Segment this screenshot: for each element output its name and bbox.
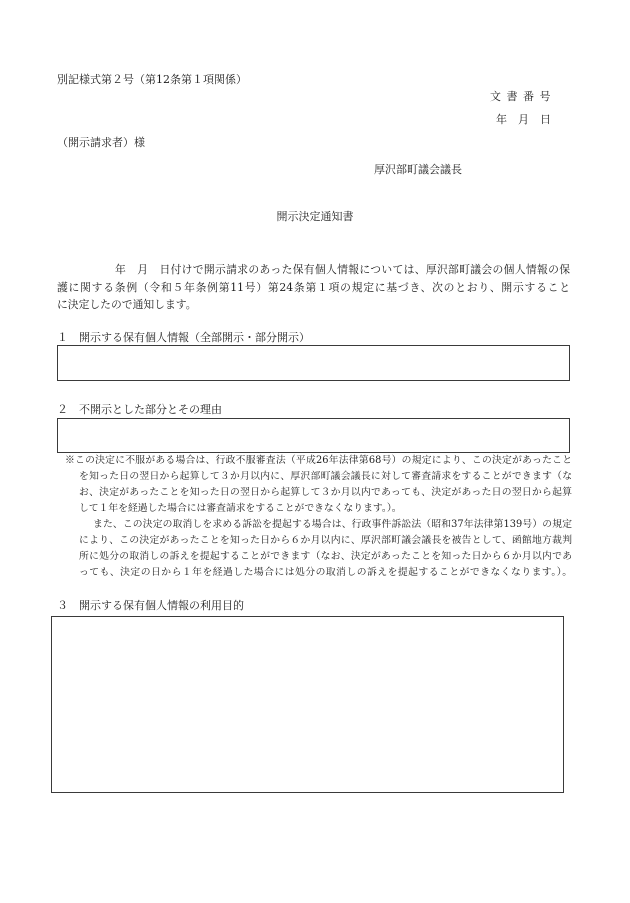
form-reference: 別記様式第２号（第12条第１項関係） (57, 73, 247, 86)
notice-line: お、決定があったことを知った日の翌日から起算して３か月以内であっても、決定があった日の翌日から起算 (79, 487, 572, 498)
notice-line: また、この決定の取消しを求める訴訟を提起する場合は、行政事件訴訟法（昭和37年法律第139号）の規定 (93, 519, 572, 530)
date-label: 年 月 日 (496, 113, 551, 126)
notice-line: を知った日の翌日から起算して３か月以内に、厚沢部町議会議長に対して審査請求をすることができます（な (79, 471, 572, 482)
section-heading: 開示する保有個人情報の利用目的 (79, 599, 244, 612)
body-line: 年 月 日付けで開示請求のあった保有個人情報については、厚沢部町議会の個人情報の保 (115, 263, 570, 276)
section-number: ３ (57, 599, 68, 612)
notice-line: ※この決定に不服がある場合は、行政不服審査法（平成26年法律第68号）の規定により、この決定があったこと (65, 455, 572, 466)
body-line: に決定したので通知します。 (57, 298, 197, 311)
usage-purpose-box (51, 616, 564, 793)
disclosed-info-box (57, 345, 570, 381)
recipient: （開示請求者）様 (57, 136, 145, 149)
document-title: 開示決定通知書 (276, 210, 354, 223)
sender: 厚沢部町議会議長 (374, 163, 462, 176)
notice-line: っても、決定の日から１年を経過した場合には処分の取消しの訴えを提起することができなくなります。）。 (79, 567, 572, 578)
notice-line: して１年を経過した場合には審査請求をすることができなくなります。）。 (79, 503, 402, 514)
undisclosed-reason-box (57, 418, 570, 453)
section-number: ２ (57, 403, 68, 416)
notice-line: により、この決定があったことを知った日から６か月以内に、厚沢部町議会議長を被告として、函館地方裁判 (79, 535, 572, 546)
document-number-label: 文 書 番 号 (490, 90, 552, 103)
section-number: １ (57, 331, 68, 344)
body-line: 護に関する条例（令和５年条例第11号）第24条第１項の規定に基づき、次のとおり、開示すること (57, 281, 570, 294)
notice-line: 所に処分の取消しの訴えを提起することができます（なお、決定があったことを知った日から６か月以内であ (79, 551, 572, 562)
section-heading: 不開示とした部分とその理由 (79, 403, 222, 416)
section-heading: 開示する保有個人情報（全部開示・部分開示） (79, 331, 310, 344)
